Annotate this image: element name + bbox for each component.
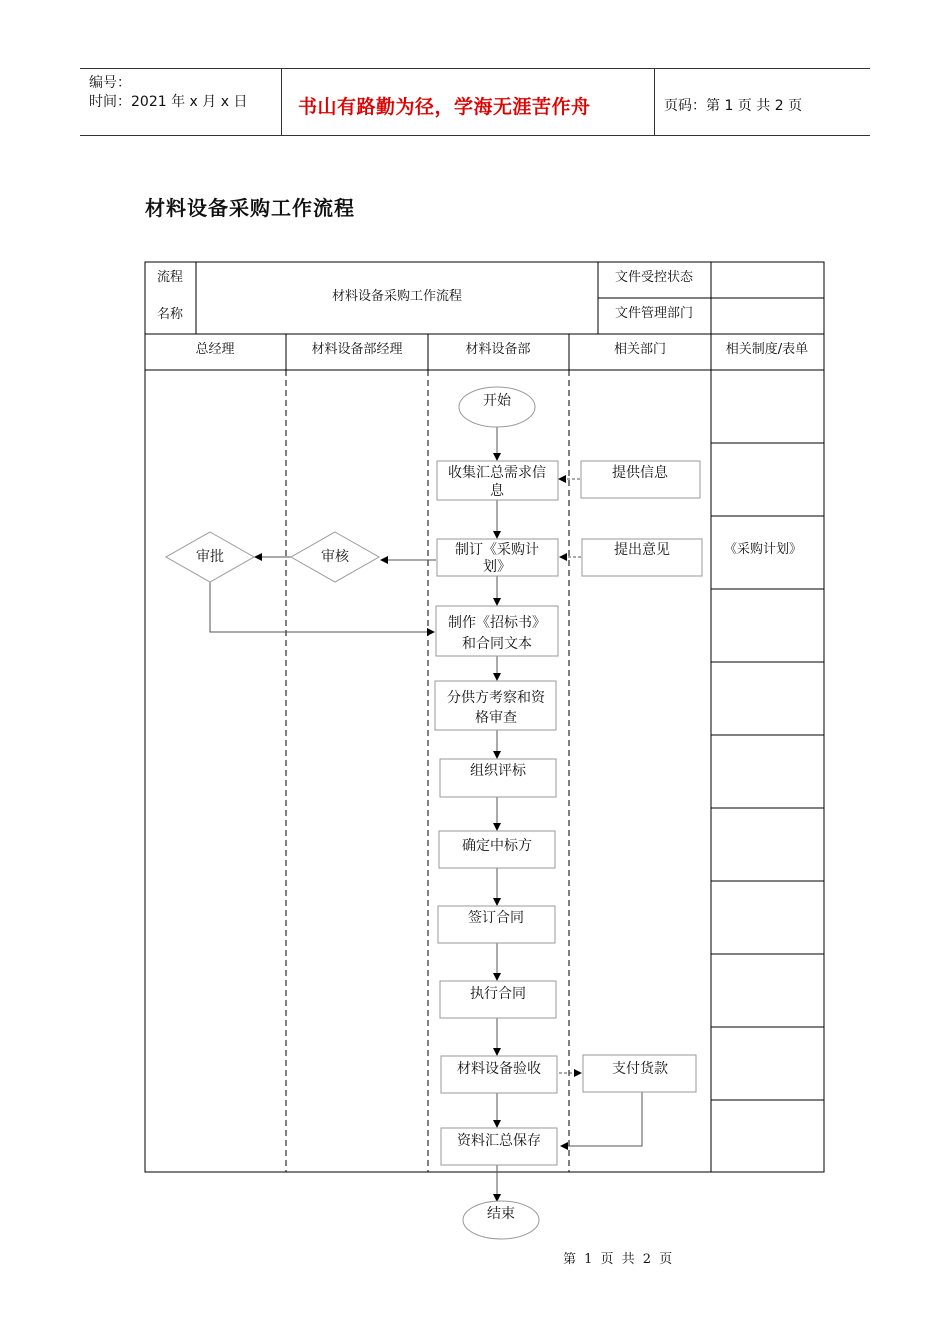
header-motto: 书山有路勤为径，学海无涯苦作舟 [298,96,591,118]
step-pay-label: 支付货款 [612,1061,668,1077]
step-provide-info-label: 提供信息 [612,465,668,481]
column-header-dept: 材料设备部 [465,342,531,357]
form-purchase-plan: 《采购计划》 [723,542,803,557]
header-number-label: 编号： [89,75,131,91]
process-label-2: 名称 [156,307,184,322]
mgmt-dept-label: 文件管理部门 [614,306,694,321]
step-sign-label: 签订合同 [468,910,524,926]
process-label-1: 流程 [156,270,184,285]
step-evaluate-label: 组织评标 [470,763,526,779]
step-review-label: 审核 [321,549,349,565]
header-time-label: 时间：2021 年 x 月 x 日 [89,94,248,110]
step-plan-label-1: 制订《采购计 [455,542,539,558]
column-header-dept-manager: 材料设备部经理 [311,342,403,357]
step-approve-label: 审批 [196,549,224,565]
step-execute-label: 执行合同 [470,986,526,1002]
step-collect-label-2: 息 [490,483,504,499]
step-supplier-label-2: 格审查 [475,710,517,726]
step-collect-label-1: 收集汇总需求信 [448,465,546,481]
header-page-info: 页码：第 1 页 共 2 页 [664,98,803,114]
step-accept-label: 材料设备验收 [457,1061,541,1077]
column-header-forms: 相关制度/表单 [725,342,809,357]
start-label: 开始 [483,393,511,409]
control-status-label: 文件受控状态 [614,270,694,285]
document-title: 材料设备采购工作流程 [145,196,355,220]
footer-page-number: 第 1 页 共 2 页 [563,1252,675,1267]
step-tender-label-1: 制作《招标书》 [448,615,546,631]
step-plan-label-2: 划》 [483,559,511,575]
step-give-opinion-label: 提出意见 [614,542,670,558]
step-winner-label: 确定中标方 [462,838,532,854]
process-name: 材料设备采购工作流程 [331,289,463,304]
end-label: 结束 [487,1206,515,1222]
step-archive-label: 资料汇总保存 [457,1133,541,1149]
column-header-gm: 总经理 [195,342,235,357]
step-supplier-label-1: 分供方考察和资 [447,690,545,706]
step-tender-label-2: 和合同文本 [462,636,532,652]
column-header-related-dept: 相关部门 [613,342,667,357]
